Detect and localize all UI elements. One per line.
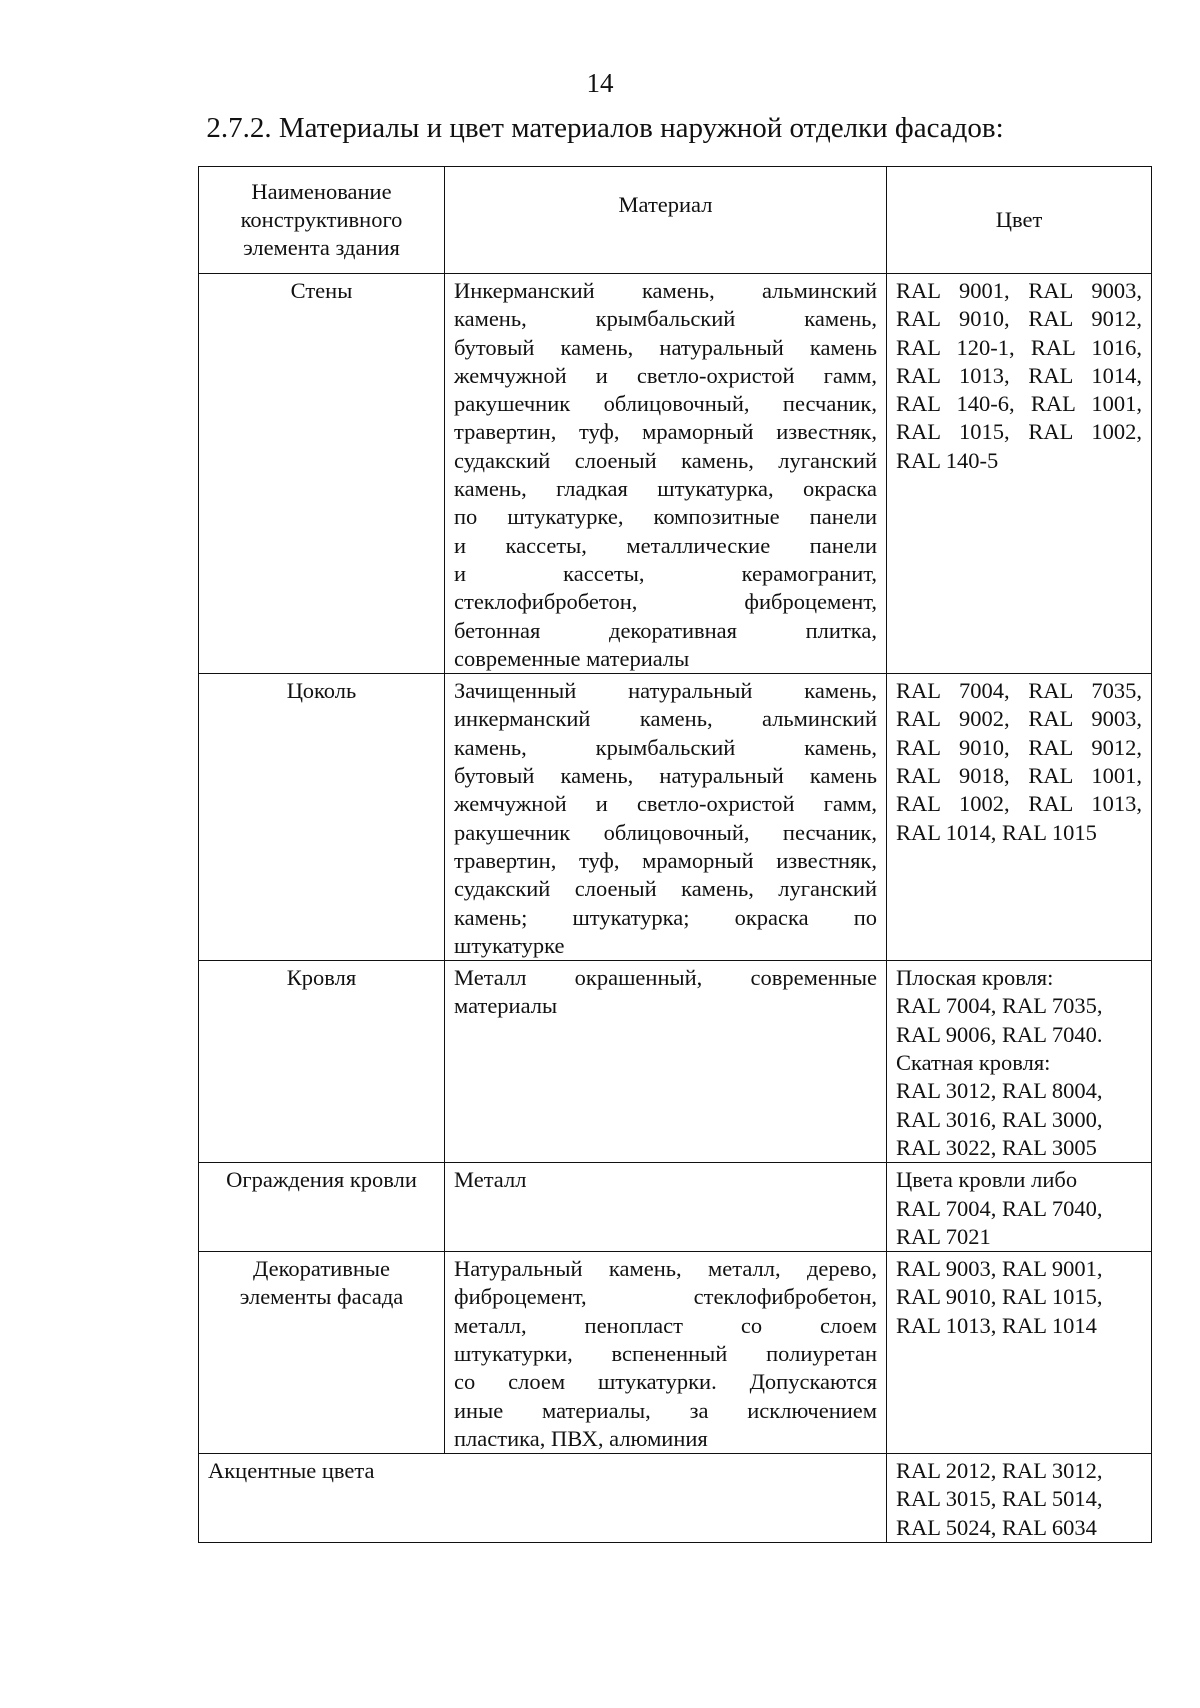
material-cell (445, 1252, 887, 1454)
material-line: стеклофибробетон, фиброцемент, (454, 589, 877, 615)
material-line: инкерманский камень, альминский (454, 706, 877, 732)
material-line: камень; штукатурка; окраска по (454, 904, 877, 930)
material-line: бутовый камень, натуральный камень (454, 763, 877, 789)
material-line: и кассеты, металлические панели (454, 532, 877, 558)
material-line: штукатурке (454, 932, 565, 958)
material-line: Инкерманский камень, альминский (454, 278, 877, 303)
material-line: Металл (454, 1167, 527, 1193)
material-line: Металл окрашенный, современные (454, 965, 877, 991)
element-name: Декоративные элементы фасада (199, 1252, 445, 1454)
color-line: Цвета кровли либо (896, 1167, 1078, 1193)
material-cell (445, 274, 887, 674)
color-line: RAL 3016, RAL 3000, (896, 1106, 1103, 1132)
material-line: жемчужной и светло-охристой гамм, (454, 791, 877, 817)
color-line: Плоская кровля: (896, 965, 1054, 991)
material-cell (445, 1163, 887, 1252)
table-row (199, 1252, 1152, 1454)
color-line: RAL 120-1, RAL 1016, (896, 334, 1142, 360)
material-line: травертин, туф, мраморный известняк, (454, 419, 877, 445)
material-line: камень, гладкая штукатурка, окраска (454, 476, 877, 502)
table-row-accent (199, 1454, 1152, 1543)
color-line: RAL 9018, RAL 1001, (896, 763, 1142, 789)
color-line: RAL 3015, RAL 5014, (896, 1486, 1103, 1512)
material-line: и кассеты, керамогранит, (454, 560, 877, 586)
material-line: травертин, туф, мраморный известняк, (454, 847, 877, 873)
material-line: пластика, ПВХ, алюминия (454, 1425, 708, 1451)
color-line: RAL 3022, RAL 3005 (896, 1134, 1097, 1160)
color-line: RAL 3012, RAL 8004, (896, 1078, 1103, 1104)
material-line: жемчужной и светло-охристой гамм, (454, 362, 877, 388)
page-number: 14 (586, 68, 614, 98)
element-name: Стены (199, 274, 445, 674)
color-line: RAL 140-6, RAL 1001, (896, 391, 1142, 417)
material-line: судакский слоеный камень, луганский (454, 876, 877, 902)
material-line: ракушечник облицовочный, песчаник, (454, 819, 877, 845)
table-header-row (199, 167, 1152, 274)
color-line: RAL 9006, RAL 7040. (896, 1021, 1103, 1047)
color-line: RAL 2012, RAL 3012, (896, 1458, 1103, 1484)
color-line: RAL 9010, RAL 9012, (896, 306, 1142, 332)
color-line: RAL 9010, RAL 1015, (896, 1284, 1103, 1310)
material-line: Зачищенный натуральный камень, (454, 678, 877, 704)
material-cell (445, 961, 887, 1163)
material-line: металл, пенопласт со слоем (454, 1312, 877, 1338)
color-line: RAL 1013, RAL 1014, (896, 362, 1142, 388)
color-line: RAL 7004, RAL 7035, (896, 678, 1142, 704)
material-line: судакский слоеный камень, луганский (454, 447, 877, 473)
material-line: ракушечник облицовочный, песчаник, (454, 391, 877, 417)
table-body (199, 274, 1152, 1454)
color-line: RAL 9003, RAL 9001, (896, 1256, 1103, 1282)
table-row (199, 274, 1152, 674)
header-material: Материал (445, 167, 887, 274)
header-element: Наименование конструктивного элемента здания (199, 167, 445, 274)
accent-colors (887, 1454, 1152, 1543)
table-row (199, 1163, 1152, 1252)
material-line: бутовый камень, натуральный камень (454, 334, 877, 360)
material-line: камень, крымбальский камень, (454, 306, 877, 332)
material-line: бетонная декоративная плитка, (454, 617, 877, 643)
color-line: RAL 9001, RAL 9003, (896, 278, 1142, 303)
color-line: RAL 9010, RAL 9012, (896, 734, 1142, 760)
material-line: камень, крымбальский камень, (454, 734, 877, 760)
color-line: RAL 1013, RAL 1014 (896, 1312, 1097, 1338)
color-line: RAL 7021 (896, 1223, 991, 1249)
element-name: Ограждения кровли (199, 1163, 445, 1252)
material-line: со слоем штукатурки. Допускаются (454, 1369, 877, 1395)
element-name: Кровля (199, 961, 445, 1163)
color-line: RAL 1014, RAL 1015 (896, 819, 1097, 845)
color-line: RAL 1002, RAL 1013, (896, 791, 1142, 817)
color-cell (887, 274, 1152, 674)
color-line: RAL 7004, RAL 7040, (896, 1195, 1103, 1221)
color-line: RAL 9002, RAL 9003, (896, 706, 1142, 732)
color-line: RAL 5024, RAL 6034 (896, 1514, 1097, 1540)
section-title: 2.7.2. Материалы и цвет материалов наружной отделки фасадов: (206, 112, 1004, 144)
element-name: Цоколь (199, 674, 445, 961)
color-cell (887, 1163, 1152, 1252)
accent-label: Акцентные цвета (199, 1454, 887, 1543)
material-line: по штукатурке, композитные панели (454, 504, 877, 530)
color-line: RAL 140-5 (896, 447, 999, 473)
facade-materials-table (198, 166, 1152, 1543)
material-line: штукатурки, вспененный полиуретан (454, 1340, 877, 1366)
material-cell (445, 674, 887, 961)
table-row (199, 674, 1152, 961)
material-line: фиброцемент, стеклофибробетон, (454, 1284, 877, 1310)
material-line: современные материалы (454, 645, 690, 671)
material-line: иные материалы, за исключением (454, 1397, 877, 1423)
color-cell (887, 961, 1152, 1163)
color-line: RAL 1015, RAL 1002, (896, 419, 1142, 445)
material-line: Натуральный камень, металл, дерево, (454, 1256, 877, 1282)
color-cell (887, 1252, 1152, 1454)
material-line: материалы (454, 993, 558, 1019)
color-cell (887, 674, 1152, 961)
color-line: RAL 7004, RAL 7035, (896, 993, 1103, 1019)
table-row (199, 961, 1152, 1163)
header-color: Цвет (887, 167, 1152, 274)
color-line: Скатная кровля: (896, 1050, 1051, 1076)
